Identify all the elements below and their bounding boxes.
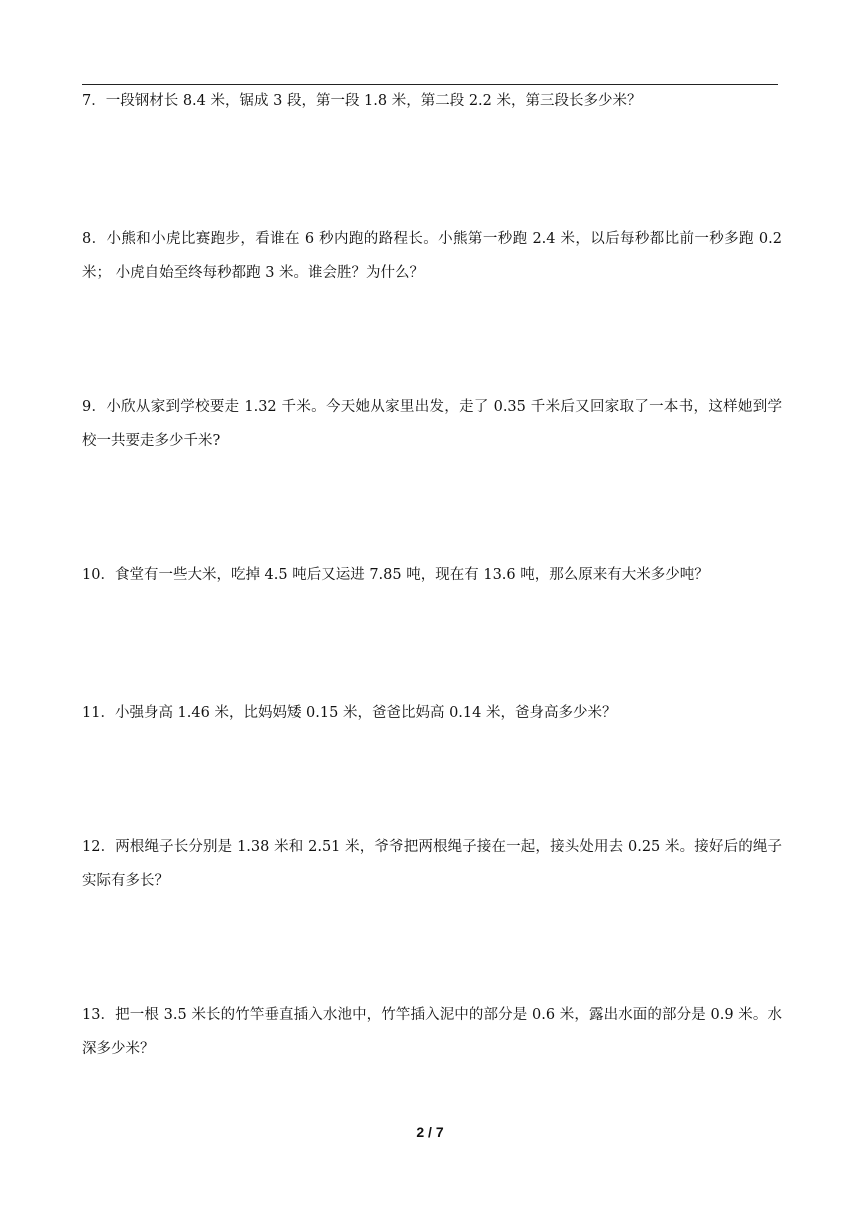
question-11: 11．小强身高 1.46 米，比妈妈矮 0.15 米，爸爸比妈高 0.14 米，爸身高多少米？ (82, 705, 617, 721)
question-13: 13．把一根 3.5 米长的竹竿垂直插入水池中，竹竿插入泥中的部分是 0.6 米，露出水面的部分是 0.9 米。水深多少米？ (82, 1007, 782, 1057)
question-8: 8．小熊和小虎比赛跑步，看谁在 6 秒内跑的路程长。小熊第一秒跑 2.4 米，以后每秒都比前一秒多跑 0.2 米； 小虎自始至终每秒都跑 3 米。谁会胜？为什么？ (82, 231, 782, 281)
question-9: 9．小欣从家到学校要走 1.32 千米。今天她从家里出发，走了 0.35 千米后又回家取了一本书，这样她到学校一共要走多少千米? (82, 399, 782, 449)
question-12: 12．两根绳子长分别是 1.38 米和 2.51 米，爷爷把两根绳子接在一起，接头处用去 0.25 米。接好后的绳子实际有多长？ (82, 839, 782, 889)
question-7: 7．一段钢材长 8.4 米，锯成 3 段，第一段 1.8 米，第二段 2.2 米，第三段长多少米？ (82, 93, 642, 109)
question-10: 10．食堂有一些大米，吃掉 4.5 吨后又运进 7.85 吨，现在有 13.6 吨，那么原来有大米多少吨？ (82, 567, 709, 583)
page-number: 2 / 7 (416, 1124, 444, 1140)
